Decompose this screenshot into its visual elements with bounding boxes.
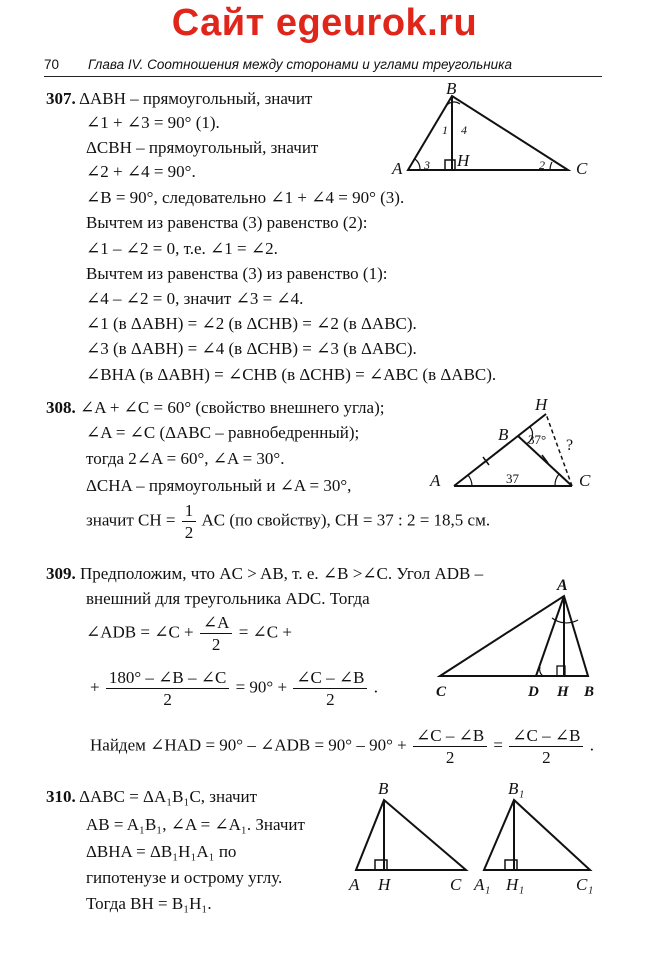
p309-text-1: Предположим, что AC > AB, т. е. ∠B >∠C. Угол ADB – bbox=[80, 564, 484, 583]
label-H: H bbox=[557, 684, 569, 700]
frac-numerator: ∠C – ∠B bbox=[413, 727, 487, 747]
fraction-c-minus-b bbox=[509, 727, 583, 766]
p310-text-1: ΔABC = ΔA₁B₁C, значит bbox=[79, 787, 258, 806]
p307-line-10: ∠1 (в ΔABH) = ∠2 (в ΔCHB) = ∠2 (в ΔABC). bbox=[86, 314, 417, 333]
side-label-37: 37 bbox=[506, 471, 519, 486]
label-C: C bbox=[576, 159, 588, 178]
problem-number: 307. bbox=[46, 89, 76, 108]
frac-numerator: ∠C – ∠B bbox=[293, 669, 367, 689]
p309-text-4c: . bbox=[373, 677, 378, 697]
frac-numerator: ∠A bbox=[200, 614, 233, 634]
label-B: B bbox=[584, 684, 595, 700]
label-A1: A₁ bbox=[474, 875, 491, 894]
question-mark: ? bbox=[566, 437, 574, 454]
fraction-one-half bbox=[182, 502, 197, 541]
p308-line-1 bbox=[46, 399, 384, 416]
page-header bbox=[44, 54, 602, 77]
p307-line-12: ∠BHA (в ΔABH) = ∠CHB (в ΔCHB) = ∠ABC (в ΔABC). bbox=[86, 365, 497, 384]
p307-triangle-figure bbox=[390, 79, 605, 182]
p308-text-5b: AC (по свойству), CH = 37 : 2 = 18,5 см. bbox=[201, 510, 491, 530]
label-A: A bbox=[430, 471, 441, 490]
fraction-angle-a-half bbox=[200, 614, 233, 653]
p309-text-4a: + bbox=[90, 677, 100, 697]
label-H: H bbox=[535, 395, 548, 414]
frac-denominator: 2 bbox=[184, 523, 194, 542]
frac-denominator: 2 bbox=[163, 690, 172, 709]
frac-numerator: ∠C – ∠B bbox=[509, 727, 583, 747]
label-C: C bbox=[579, 471, 591, 490]
p310-triangle-figure-1 bbox=[346, 780, 476, 900]
p310-line-3: ΔBHA = ΔB₁H₁A₁ по bbox=[86, 842, 237, 861]
problem-number: 308. bbox=[46, 398, 76, 417]
p309-text-5a: Найдем ∠HAD = 90° – ∠ADB = 90° – 90° + bbox=[90, 735, 407, 755]
site-title: Сайт egeurok.ru bbox=[171, 2, 478, 44]
p308-text-5a: значит CH = bbox=[86, 510, 176, 530]
label-B: B bbox=[378, 779, 389, 798]
label-H: H bbox=[457, 151, 470, 170]
angle-label-37: 37° bbox=[528, 432, 547, 447]
angle-label-2: 2 bbox=[539, 158, 545, 172]
frac-denominator: 2 bbox=[211, 635, 221, 654]
label-H1: H₁ bbox=[506, 875, 525, 894]
frac-denominator: 2 bbox=[326, 690, 335, 709]
p310-line-4: гипотенузе и острому углу. bbox=[86, 868, 283, 887]
p309-text-3b: = ∠C + bbox=[238, 622, 292, 642]
chapter-title: Глава IV. Соотношения между сторонами и углами треугольника bbox=[88, 57, 513, 72]
p309-text-5c: . bbox=[589, 735, 594, 755]
problem-number: 309. bbox=[46, 564, 76, 583]
p309-line-2: внешний для треугольника ADC. Тогда bbox=[86, 589, 370, 608]
label-C: C bbox=[436, 684, 447, 700]
p307-line-3: ΔCBH – прямоугольный, значит bbox=[86, 138, 319, 157]
fraction-c-minus-b bbox=[413, 727, 487, 766]
p308-line-4: ΔCHA – прямоугольный и ∠A = 30°, bbox=[86, 476, 352, 495]
frac-denominator: 2 bbox=[445, 748, 455, 767]
fraction-180-b-c bbox=[106, 669, 229, 708]
label-C1: C₁ bbox=[576, 875, 594, 894]
label-A: A bbox=[557, 577, 568, 594]
p310-line-2: AB = A₁B₁, ∠A = ∠A₁. Значит bbox=[86, 815, 305, 834]
p308-line-5 bbox=[86, 502, 490, 541]
page-number: 70 bbox=[44, 57, 60, 72]
angle-label-3: 3 bbox=[424, 158, 430, 172]
problem-number: 310. bbox=[46, 787, 76, 806]
p307-line-5: ∠B = 90°, следовательно ∠1 + ∠4 = 90° (3). bbox=[86, 188, 405, 207]
p310-line-5: Тогда BH = B₁H₁. bbox=[86, 894, 212, 913]
label-B: B bbox=[446, 79, 457, 98]
label-H: H bbox=[378, 875, 391, 894]
label-A: A bbox=[349, 875, 360, 894]
label-B1: B₁ bbox=[508, 779, 525, 798]
p307-line-11: ∠3 (в ΔABH) = ∠4 (в ΔCHB) = ∠3 (в ΔABC). bbox=[86, 339, 417, 358]
p309-text-5b: = bbox=[493, 735, 504, 755]
frac-numerator: 1 bbox=[182, 502, 197, 522]
p309-line-4 bbox=[90, 669, 378, 708]
p309-line-1 bbox=[46, 565, 483, 582]
p309-text-4b: = 90° + bbox=[235, 677, 288, 697]
p307-line-7: ∠1 – ∠2 = 0, т.е. ∠1 = ∠2. bbox=[86, 239, 278, 258]
p308-line-2: ∠A = ∠C (ΔABC – равнобедренный); bbox=[86, 423, 360, 442]
p310-line-1 bbox=[46, 788, 257, 805]
p309-line-5 bbox=[90, 727, 594, 766]
p307-line-6: Вычтем из равенства (3) равенство (2): bbox=[86, 213, 368, 232]
frac-numerator: 180° – ∠B – ∠C bbox=[106, 669, 229, 689]
p307-line-2: ∠1 + ∠3 = 90° (1). bbox=[86, 113, 220, 132]
p309-triangle-figure bbox=[432, 578, 607, 708]
angle-label-4: 4 bbox=[461, 123, 467, 137]
angle-label-1: 1 bbox=[442, 123, 448, 137]
p307-line-8: Вычтем из равенства (3) из равенство (1): bbox=[86, 264, 388, 283]
p309-text-3a: ∠ADB = ∠C + bbox=[86, 622, 194, 642]
label-C: C bbox=[450, 875, 462, 894]
p307-line-9: ∠4 – ∠2 = 0, значит ∠3 = ∠4. bbox=[86, 289, 304, 308]
p307-line-4: ∠2 + ∠4 = 90°. bbox=[86, 162, 196, 181]
label-B: B bbox=[498, 425, 509, 444]
p307-line-1 bbox=[46, 90, 312, 107]
p308-text-1: ∠A + ∠C = 60° (свойство внешнего угла); bbox=[80, 398, 385, 417]
p309-line-3 bbox=[86, 614, 292, 653]
label-D: D bbox=[528, 684, 539, 700]
frac-denominator: 2 bbox=[542, 748, 551, 767]
p307-text-1: ΔABH – прямоугольный, значит bbox=[79, 89, 313, 108]
fraction-c-minus-b bbox=[293, 669, 367, 708]
p310-triangle-figure-2 bbox=[474, 780, 604, 900]
label-A: A bbox=[392, 159, 403, 178]
p308-triangle-figure bbox=[428, 394, 608, 494]
p308-line-3: тогда 2∠A = 60°, ∠A = 30°. bbox=[86, 449, 285, 468]
